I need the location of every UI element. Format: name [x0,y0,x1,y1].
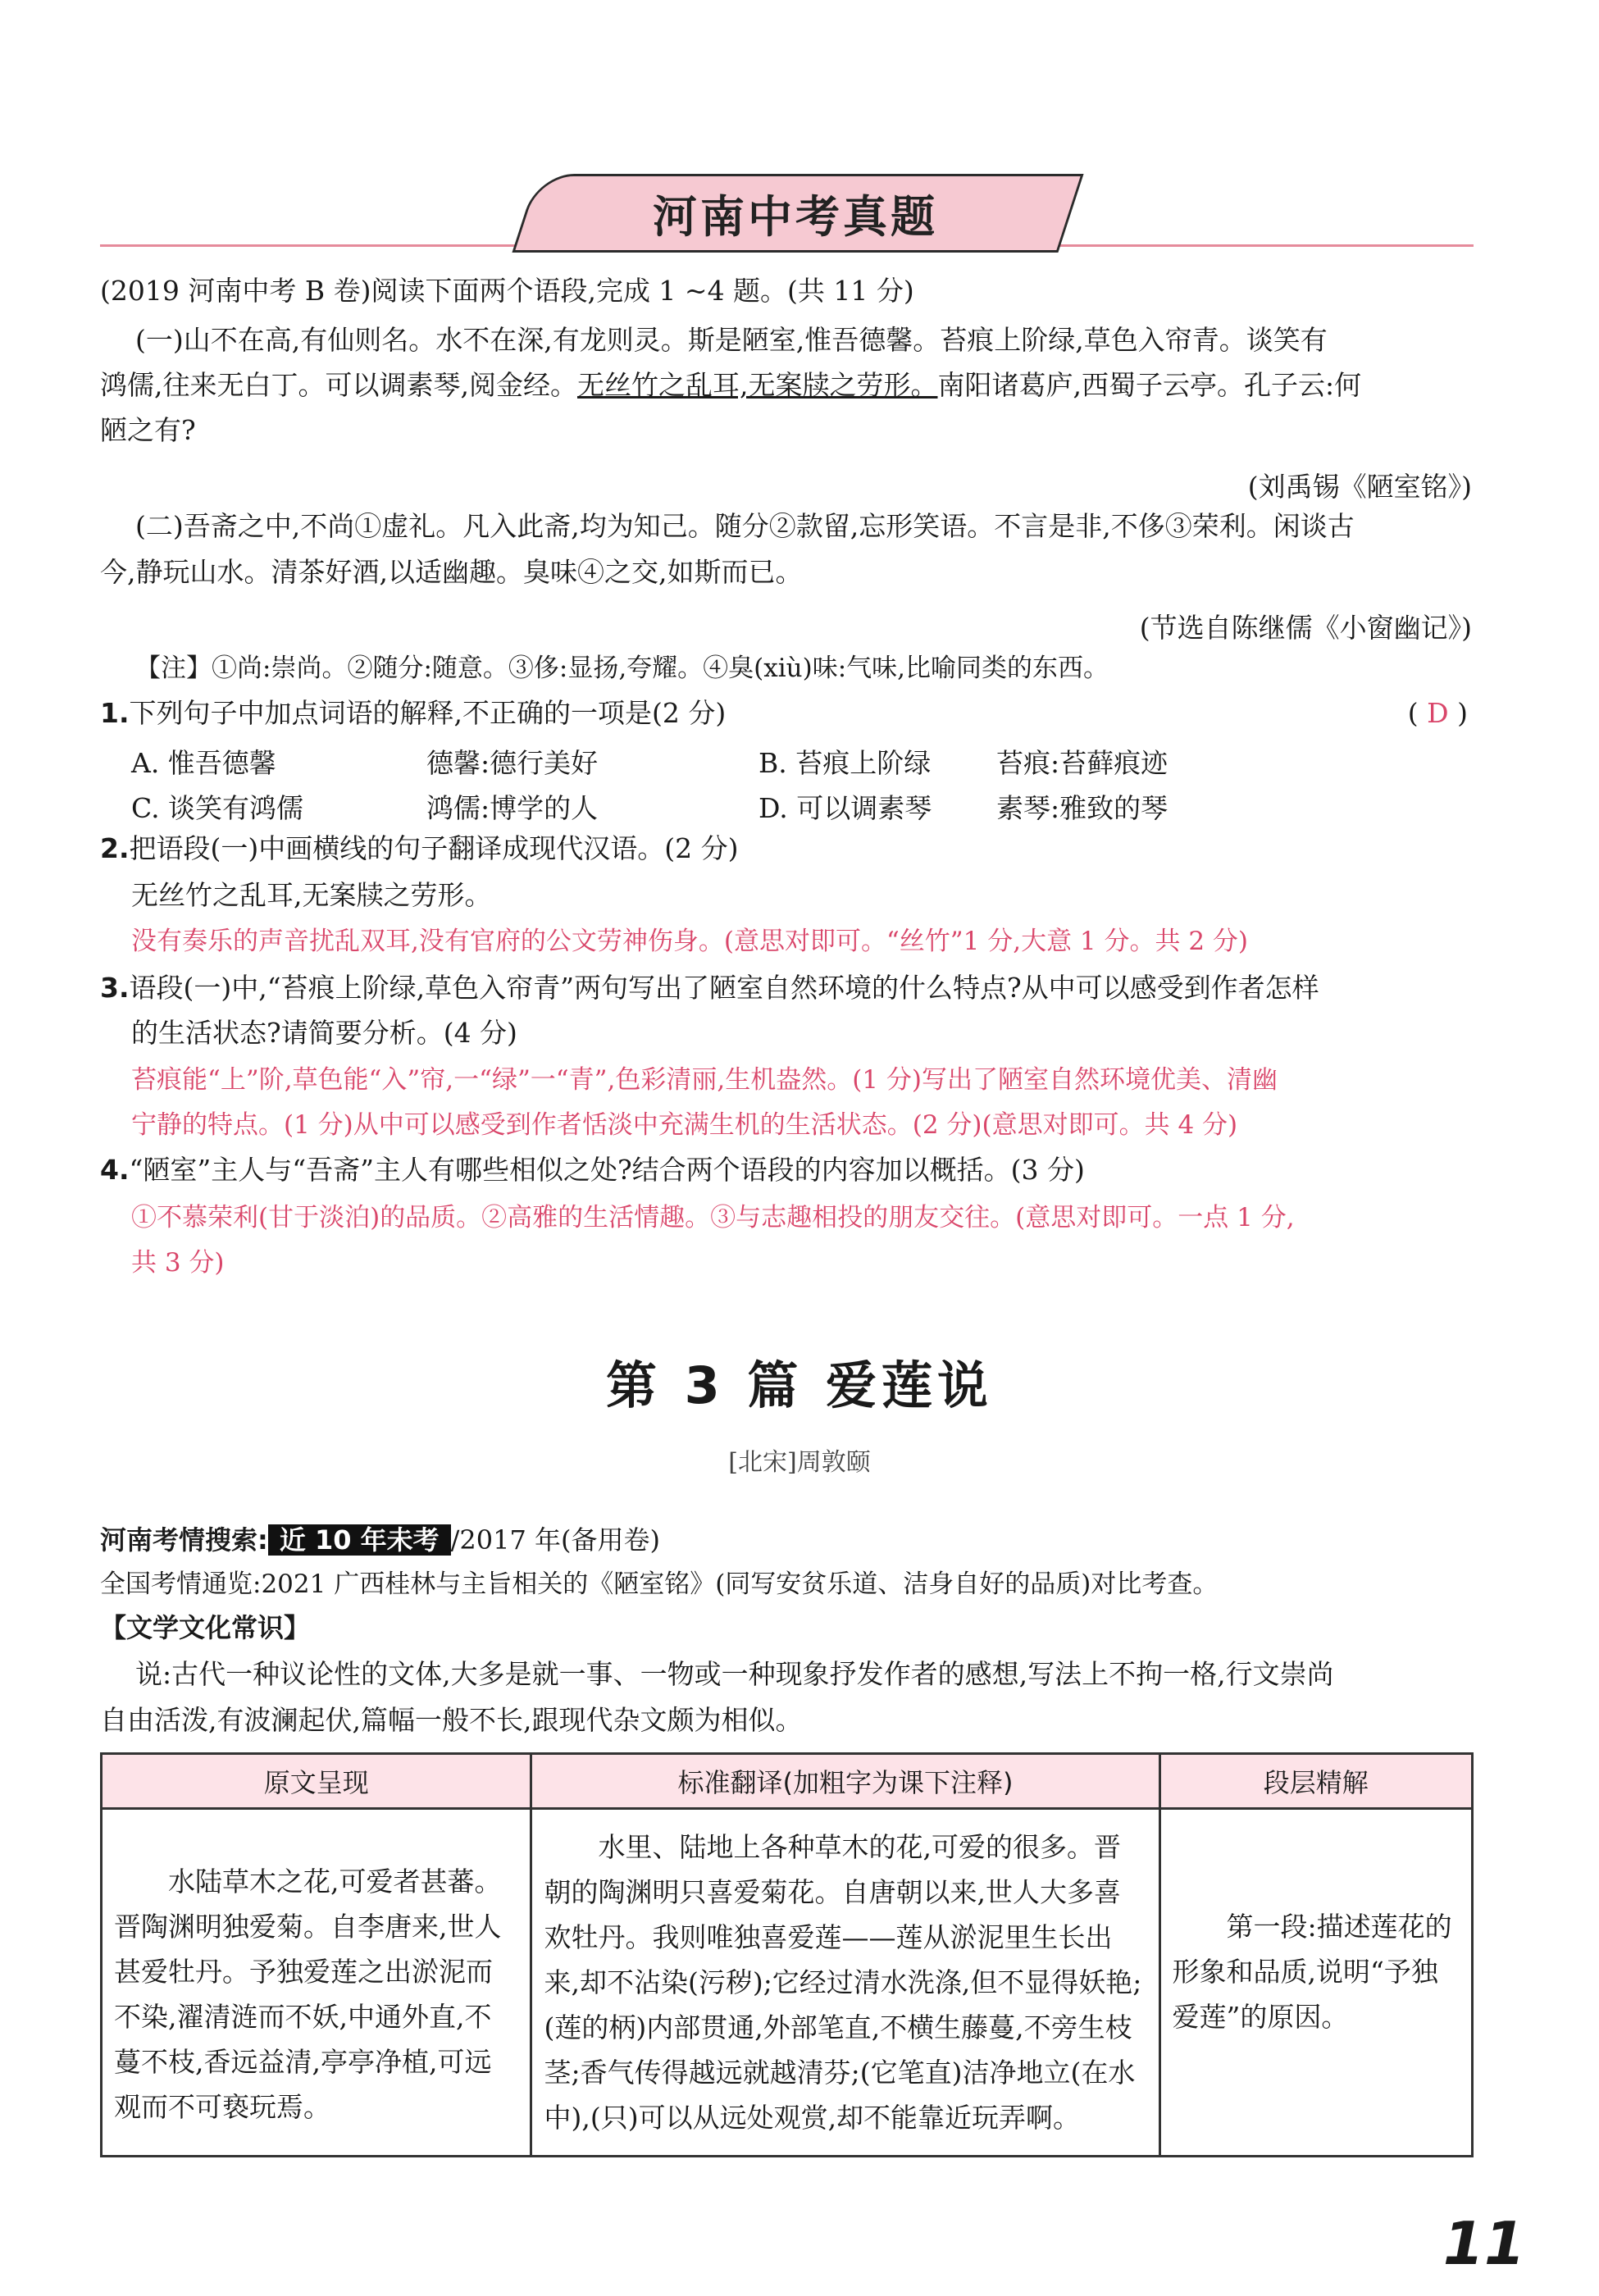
choice-c: C. 谈笑有鸿儒 [131,792,304,824]
culture-line2: 自由活泼,有波澜起伏,篇幅一般不长,跟现代杂文颇为相似。 [100,1704,803,1736]
question-3-number: 3. [100,972,130,1004]
passage2-line2: 今,静玩山水。清茶好酒,以适幽趣。臭味④之交,如斯而已。 [100,556,803,588]
question-1 [100,697,726,730]
cell-translation [531,1809,1159,2157]
content-table [100,1752,1474,2157]
header-original: 原文呈现 [102,1754,531,1809]
search-tag: 近 10 年未考 [268,1524,451,1556]
page-number: 11 [1442,2209,1525,2278]
question-4-number: 4. [100,1154,130,1186]
passage2-line1: (二)吾斋之中,不尚①虚礼。凡入此斋,均为知己。随分②款留,忘形笑语。不言是非,不侈③荣利。闲谈古 [135,510,1355,542]
header-translation: 标准翻译(加粗字为课下注释) [531,1754,1159,1809]
choice-b: B. 苔痕上阶绿 [758,747,932,779]
banner-title: 河南中考真题 [653,191,938,243]
search-label: 河南考情搜索: [100,1524,268,1556]
cell-original [102,1809,531,2157]
choice-c-explanation: 鸿儒:博学的人 [426,792,599,824]
question-2-number: 2. [100,832,130,864]
search-line [100,1524,660,1556]
choice-a: A. 惟吾德馨 [131,747,276,779]
question-4-answer1: ①不慕荣利(甘于淡泊)的品质。②高雅的生活情趣。③与志趣相投的朋友交往。(意思对即可。一点 1 分, [131,1203,1295,1232]
question-2 [100,832,738,865]
analysis-text: 第一段:描述莲花的形象和品质,说明“予独爱莲”的原因。 [1172,1911,1452,2033]
question-3-answer1: 苔痕能“上”阶,草色能“入”帘,一“绿”一“青”,色彩清丽,生机盎然。(1 分)写出了陋室自然环境优美、清幽 [131,1065,1278,1095]
exam-intro: (2019 河南中考 B 卷)阅读下面两个语段,完成 1 ~4 题。(共 11 分) [100,275,914,307]
passage1-source: (刘禹锡《陋室铭》) [1247,471,1472,503]
national-line: 全国考情通览:2021 广西桂林与主旨相关的《陋室铭》(同写安贫乐道、洁身自好的品质)对比考查。 [100,1569,1219,1599]
translation-text: 水里、陆地上各种草木的花,可爱的很多。晋朝的陶渊明只喜爱菊花。自唐朝以来,世人大多喜欢牡丹。我则唯独喜爱莲——莲从淤泥里生长出来,却不沾染(污秽);它经过清水洗涤,但不显得妖艳;(莲的柄)内部贯通,外部笔直,不横生藤蔓,不旁生枝茎;香气传得越远就越清芬;(它笔直)洁净地立(在水中),(只)可以从远处观赏,却不能靠近玩弄啊。 [544,1831,1142,2134]
culture-line1: 说:古代一种议论性的文体,大多是就一事、一物或一种现象抒发作者的感想,写法上不拘一格,行文崇尚 [135,1658,1334,1690]
notes: 【注】①尚:崇尚。②随分:随意。③侈:显扬,夸耀。④臭(xiù)味:气味,比喻同类的东西。 [135,654,1109,683]
choice-a-explanation: 德馨:德行美好 [426,747,599,779]
section-author: [北宋]周敦颐 [728,1448,871,1477]
passage1-line3: 陋之有? [100,414,196,446]
original-text: 水陆草木之花,可爱者甚蕃。晋陶渊明独爱菊。自李唐来,世人甚爱牡丹。予独爱莲之出淤泥而不染,濯清涟而不妖,中通外直,不蔓不枝,香远益清,亭亭净植,可远观而不可亵玩焉。 [114,1866,502,2123]
passage1-line2a: 鸿儒,往来无白丁。可以调素琴,阅金经。 [100,369,577,401]
choice-d-explanation: 素琴:雅致的琴 [996,792,1168,824]
question-3-text: 语段(一)中,“苔痕上阶绿,草色入帘青”两句写出了陋室自然环境的什么特点?从中可以感受到作者怎样 [129,972,1319,1004]
culture-heading: 【文学文化常识】 [100,1612,311,1643]
question-1-number: 1. [100,697,130,729]
passage1-line1: (一)山不在高,有仙则名。水不在深,有龙则灵。斯是陋室,惟吾德馨。苔痕上阶绿,草色入帘青。谈笑有 [135,324,1328,356]
question-4-answer2: 共 3 分) [131,1248,225,1278]
choice-d: D. 可以调素琴 [758,792,932,824]
question-3 [100,972,1319,1004]
passage1-line2 [100,369,1361,402]
search-rest: /2017 年(备用卷) [450,1524,661,1556]
passage1-line2b: 南阳诸葛庐,西蜀子云亭。孔子云:何 [937,369,1362,401]
section-title: 第 3 篇 爱莲说 [606,1355,993,1415]
question-3-answer2: 宁静的特点。(1 分)从中可以感受到作者恬淡中充满生机的生活状态。(2 分)(意思对即可。共 4 分) [131,1110,1238,1140]
question-1-answer: D [1427,697,1449,729]
question-3-text2: 的生活状态?请简要分析。(4 分) [131,1017,517,1049]
question-2-answer: 没有奏乐的声音扰乱双耳,没有官府的公文劳神伤身。(意思对即可。“丝竹”1 分,大意 1 分。共 2 分) [131,927,1249,956]
question-4 [100,1154,1085,1187]
passage2-source: (节选自陈继儒《小窗幽记》) [1139,612,1472,644]
question-4-text: “陋室”主人与“吾斋”主人有哪些相似之处?结合两个语段的内容加以概括。(3 分) [129,1154,1085,1186]
choice-b-explanation: 苔痕:苔藓痕迹 [996,747,1168,779]
cell-analysis [1159,1809,1472,2157]
header-analysis: 段层精解 [1159,1754,1472,1809]
underlined-sentence: 无丝竹之乱耳,无案牍之劳形。 [576,369,938,401]
question-1-text: 下列句子中加点词语的解释,不正确的一项是(2 分) [129,697,727,729]
question-2-sentence: 无丝竹之乱耳,无案牍之劳形。 [131,879,492,911]
question-2-text: 把语段(一)中画横线的句子翻译成现代汉语。(2 分) [129,832,739,864]
question-1-answer-box: ( D ) [1407,697,1468,729]
